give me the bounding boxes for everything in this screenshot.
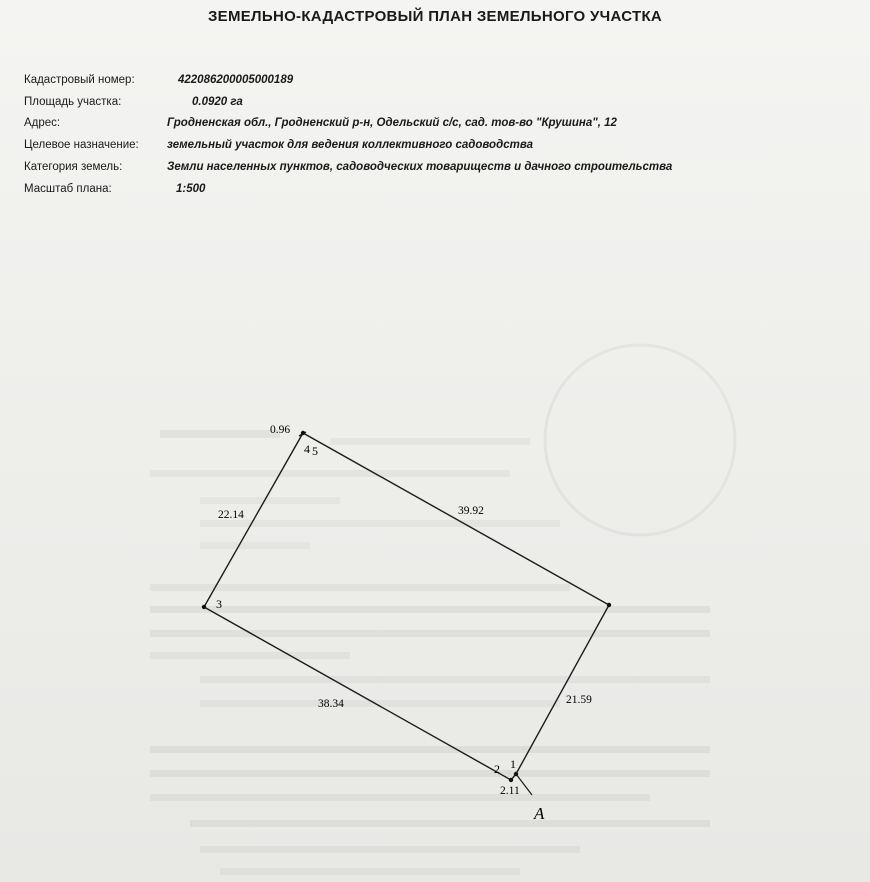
- point-number-3: 3: [216, 597, 222, 611]
- point-number-2: 2: [494, 762, 500, 776]
- field-value: 1:500: [176, 183, 206, 195]
- document-title: ЗЕМЕЛЬНО-КАДАСТРОВЫЙ ПЛАН ЗЕМЕЛЬНОГО УЧАСТКА: [207, 8, 663, 25]
- vertex-4-5: [301, 431, 305, 435]
- bleed-through-texture: [150, 345, 735, 875]
- edge-length-1-2: 2.11: [500, 785, 520, 797]
- edge-length-5-top: 39.92: [458, 505, 484, 517]
- field-value: 422086200005000189: [178, 74, 294, 86]
- field-label: Целевое назначение:: [24, 139, 139, 151]
- point-number-5: 5: [312, 444, 318, 458]
- field-value: земельный участок для ведения коллективного садоводства: [167, 139, 534, 151]
- vertex-corner: [607, 603, 611, 607]
- vertex-2: [509, 778, 513, 782]
- field-label: Масштаб плана:: [24, 183, 112, 195]
- marker-label-a: A: [534, 804, 545, 823]
- field-value: Земли населенных пунктов, садоводческих товариществ и дачного строительства: [167, 161, 673, 173]
- vertex-1: [514, 772, 518, 776]
- field-value: Гродненская обл., Гродненский р-н, Одельский с/с, сад. тов-во "Крушина", 12: [167, 117, 617, 129]
- field-label: Площадь участка:: [24, 96, 122, 108]
- point-number-4: 4: [304, 442, 310, 456]
- edge-length-2-3: 38.34: [318, 698, 344, 710]
- field-label: Адрес:: [24, 117, 61, 129]
- vertex-3: [202, 605, 206, 609]
- field-label: Категория земель:: [24, 161, 123, 173]
- field-value: 0.0920 га: [192, 96, 243, 108]
- field-label: Кадастровый номер:: [24, 74, 135, 86]
- edge-length-right: 21.59: [566, 694, 592, 706]
- edge-length-3-4: 22.14: [218, 509, 244, 521]
- point-number-1: 1: [510, 757, 516, 771]
- edge-length-4-5: 0.96: [270, 424, 291, 436]
